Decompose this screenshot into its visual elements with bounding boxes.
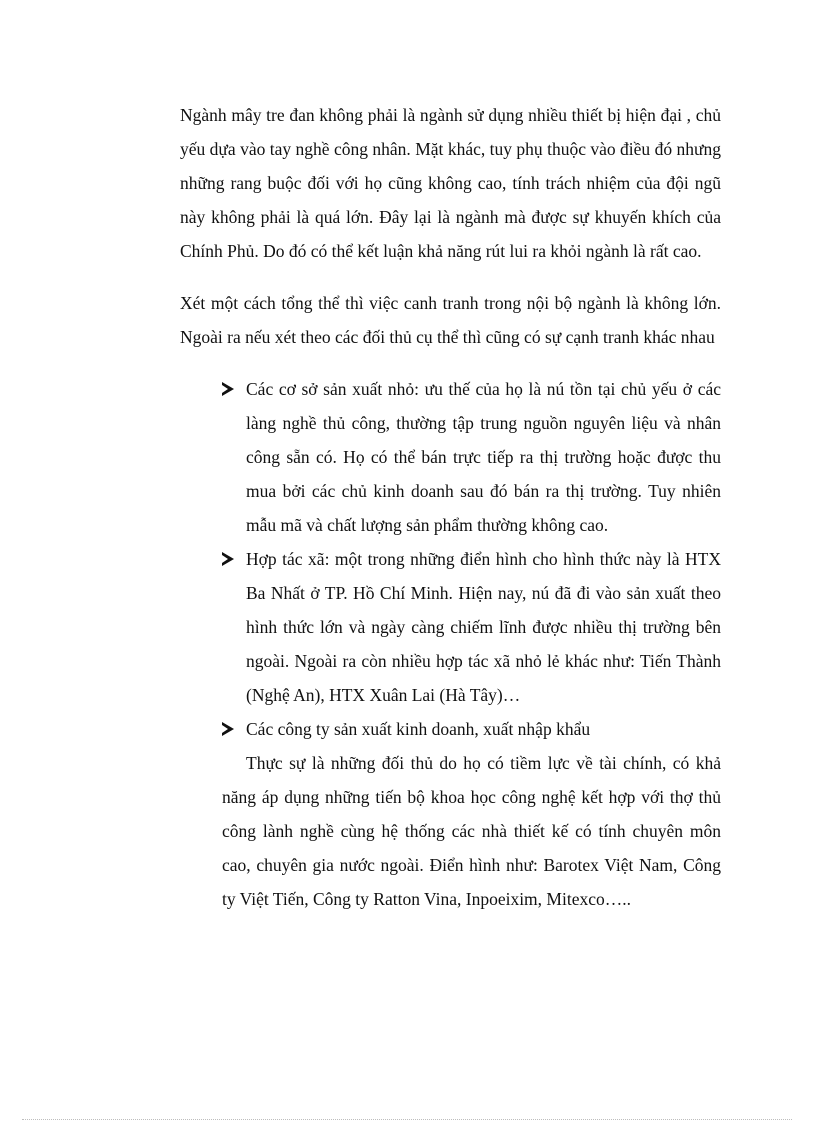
paragraph-companies-detail: Thực sự là những đối thủ do họ có tiềm lực về tài chính, có khả năng áp dụng những tiến bộ khoa học công nghệ kết hợp với thợ thủ công lành nghề cùng hệ thống các nhà thiết kế có tính chuyên môn cao, chuyên gia nước ngoài. Điển hình như: Barotex Việt Nam, Công ty Việt Tiến, Công ty Ratton Vina, Inpoeixim, Mitexco….. xyxy=(222,753,721,909)
arrowhead-bullet-icon xyxy=(222,382,234,396)
arrowhead-bullet-icon xyxy=(222,722,234,736)
paragraph-competition-overview: Xét một cách tổng thể thì việc canh tranh trong nội bộ ngành là không lớn. Ngoài ra nếu xét theo các đối thủ cụ thể thì cũng có sự cạnh tranh khác nhau xyxy=(180,293,721,347)
list-item xyxy=(222,542,721,712)
list-item-text: Hợp tác xã: một trong những điển hình cho hình thức này là HTX Ba Nhất ở TP. Hồ Chí Minh. Hiện nay, nú đã đi vào sản xuất theo hình thức lớn và ngày càng chiếm lĩnh được nhiều thị trường bên ngoài. Ngoài ra còn nhiều hợp tác xã nhỏ lẻ khác như: Tiến Thành (Nghệ An), HTX Xuân Lai (Hà Tây)… xyxy=(246,549,721,705)
document-body xyxy=(180,98,721,916)
competitor-list xyxy=(180,372,721,746)
arrowhead-bullet-icon xyxy=(222,552,234,566)
list-item-text: Các cơ sở sản xuất nhỏ: ưu thế của họ là nú tồn tại chủ yếu ở các làng nghề thủ công, thường tập trung nguồn nguyên liệu và nhân công sẵn có. Họ có thể bán trực tiếp ra thị trường hoặc được thu mua bởi các chủ kinh doanh sau đó bán ra thị trường. Tuy nhiên mẫu mã và chất lượng sản phẩm thường không cao. xyxy=(246,379,721,535)
page-bottom-divider xyxy=(22,1119,792,1120)
list-item xyxy=(222,372,721,542)
paragraph-exit-barriers: Ngành mây tre đan không phải là ngành sử dụng nhiều thiết bị hiện đại , chủ yếu dựa vào tay nghề công nhân. Mặt khác, tuy phụ thuộc vào điều đó nhưng những rang buộc đối với họ cũng không cao, tính trách nhiệm của đội ngũ này không phải là quá lớn. Đây lại là ngành mà được sự khuyến khích của Chính Phủ. Do đó có thể kết luận khả năng rút lui ra khỏi ngành là rất cao. xyxy=(180,105,721,261)
list-item xyxy=(222,712,721,746)
list-item-text: Các công ty sản xuất kinh doanh, xuất nhập khẩu xyxy=(246,719,591,739)
